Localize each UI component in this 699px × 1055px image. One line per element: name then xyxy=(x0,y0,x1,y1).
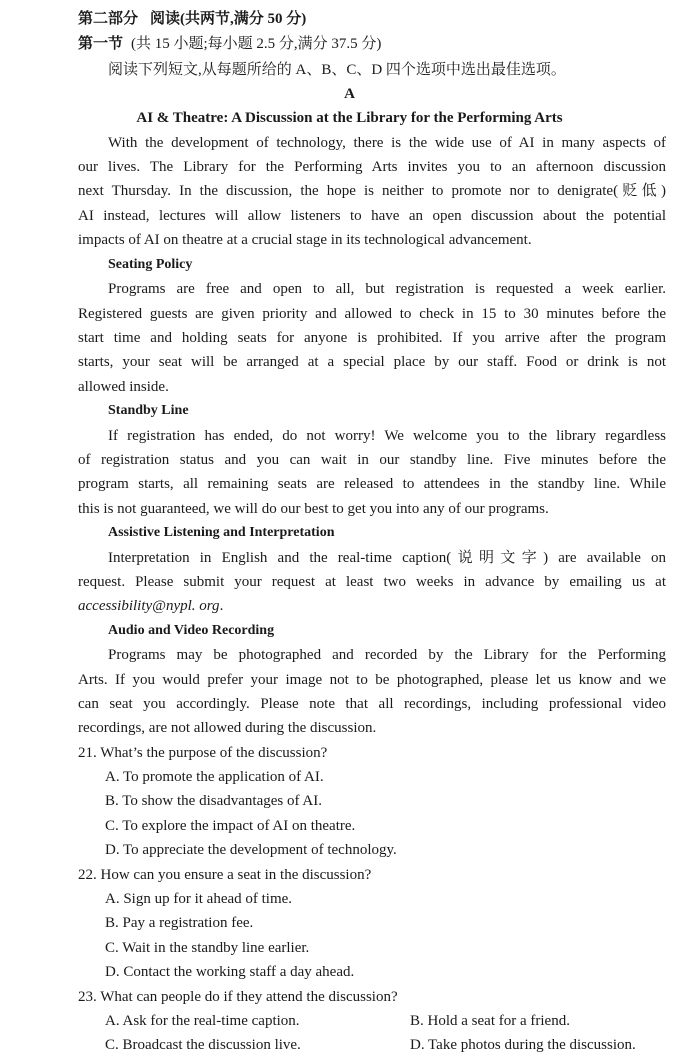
intro-line: impacts of AI on theatre at a crucial stage in its technological advancement. xyxy=(78,232,532,248)
assistive-line: request. Please submit your request at least two weeks in advance by emailing us at xyxy=(78,574,666,590)
part-heading xyxy=(78,9,306,29)
option-b[interactable]: B. Hold a seat for a friend. xyxy=(410,1013,570,1029)
intro-line: next Thursday. In the discussion, the hope is neither to promote nor to denigrate(贬低) xyxy=(78,183,666,199)
passage-letter: A xyxy=(344,86,355,102)
seating-line: start time and holding seats for anyone is prohibited. If you arrive after the program xyxy=(78,330,666,346)
option-a[interactable]: A. To promote the application of AI. xyxy=(105,769,324,785)
passage-title: AI & Theatre: A Discussion at the Library for the Performing Arts xyxy=(136,110,563,126)
assistive-email-line xyxy=(78,596,223,616)
option-d[interactable]: D. Take photos during the discussion. xyxy=(410,1037,636,1053)
intro-line: our lives. The Library for the Performing Arts invites you to an afternoon discussion xyxy=(78,159,666,175)
recording-line: Programs may be photographed and recorded by the Library for the Performing xyxy=(108,647,666,663)
seating-line: allowed inside. xyxy=(78,379,169,395)
section-desc: (共 15 小题;每小题 2.5 分,满分 37.5 分) xyxy=(131,36,382,52)
option-d[interactable]: D. Contact the working staff a day ahead. xyxy=(105,964,355,980)
option-d[interactable]: D. To appreciate the development of technology. xyxy=(105,842,397,858)
option-a[interactable]: A. Sign up for it ahead of time. xyxy=(105,891,293,907)
seating-line: Registered guests are given priority and allowed to check in 15 to 30 minutes before the xyxy=(78,306,666,322)
option-c[interactable]: C. Wait in the standby line earlier. xyxy=(105,940,310,956)
option-b[interactable]: B. Pay a registration fee. xyxy=(105,915,254,931)
recording-line: can seat you accordingly. Please note that all recordings, including professional video xyxy=(78,696,666,712)
recording-heading: Audio and Video Recording xyxy=(108,623,275,638)
intro-line: AI instead, lectures will allow listeners to have an open discussion about the potential xyxy=(78,208,666,224)
intro-line: With the development of technology, there is the wide use of AI in many aspects of xyxy=(108,135,666,151)
standby-line: If registration has ended, do not worry! We welcome you to the library regardless xyxy=(108,428,666,444)
seating-heading: Seating Policy xyxy=(108,257,193,272)
seating-line: starts, your seat will be arranged at a special place by our staff. Food or drink is not xyxy=(78,354,666,370)
recording-line: recordings, are not allowed during the discussion. xyxy=(78,720,377,736)
standby-line: of registration status and you can wait in our standby line. Five minutes before the xyxy=(78,452,666,468)
question-stem: 23. What can people do if they attend the discussion? xyxy=(78,989,398,1005)
assistive-line: Interpretation in English and the real-time caption(说明文字) are available on xyxy=(108,550,666,566)
option-a[interactable]: A. Ask for the real-time caption. xyxy=(105,1013,300,1029)
instruction: 阅读下列短文,从每题所给的 A、B、C、D 四个选项中选出最佳选项。 xyxy=(108,62,566,78)
recording-line: Arts. If you would prefer your image not to be photographed, please let us know and we xyxy=(78,672,666,688)
section-heading xyxy=(78,34,381,54)
seating-line: Programs are free and open to all, but registration is requested a week earlier. xyxy=(108,281,666,297)
standby-line: this is not guaranteed, we will do our best to get you into any of our programs. xyxy=(78,501,549,517)
standby-heading: Standby Line xyxy=(108,403,189,418)
question-stem: 22. How can you ensure a seat in the discussion? xyxy=(78,867,372,883)
email-tail: . xyxy=(219,598,224,614)
option-c[interactable]: C. To explore the impact of AI on theatre. xyxy=(105,818,356,834)
standby-line: program starts, all remaining seats are released to attendees in the standby line. While xyxy=(78,476,666,492)
part-title: 阅读(共两节,满分 50 分) xyxy=(150,11,307,27)
assistive-heading: Assistive Listening and Interpretation xyxy=(108,525,335,540)
option-c[interactable]: C. Broadcast the discussion live. xyxy=(105,1037,301,1053)
option-b[interactable]: B. To show the disadvantages of AI. xyxy=(105,793,322,809)
part-label: 第二部分 xyxy=(78,11,139,27)
question-stem: 21. What’s the purpose of the discussion? xyxy=(78,745,328,761)
section-label: 第一节 xyxy=(78,36,124,52)
email-link[interactable]: accessibility@nypl. org xyxy=(78,598,220,614)
